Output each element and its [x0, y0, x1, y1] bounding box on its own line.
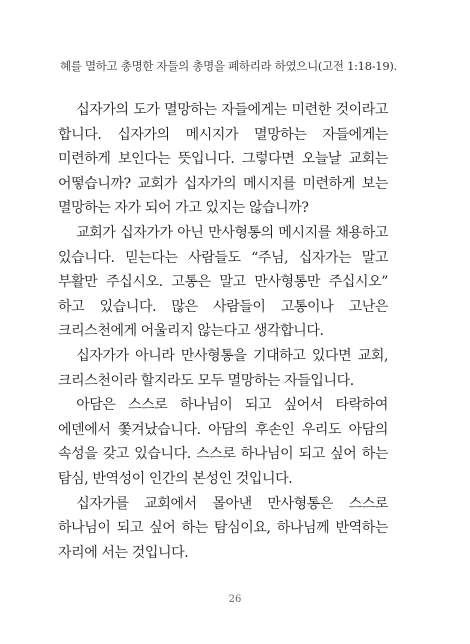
paragraph: 십자가의 도가 멸망하는 자들에게는 미련한 것이라고 합니다. 십자가의 메시지가 멸망하는 자들에게는 미련하게 보인다는 뜻입니다. 그렇다면 오늘날 교회는 어떻습니까? 교회가 십자가의 메시지를 미련하게 보는 멸망하는 자가 되어 가고 있지는 않습니까?	[58, 102, 388, 217]
paragraph: 아담은 스스로 하나님이 되고 싶어서 타락하여 에덴에서 쫓겨났습니다. 아담의 후손인 우리도 아담의 속성을 갖고 있습니다. 스스로 하나님이 되고 싶어 하는 탐심, 반역성이 인간의 본성인 것입니다.	[58, 397, 388, 487]
paragraph: 십자가가 아니라 만사형통을 기대하고 있다면 교회, 크리스천이라 할지라도 모두 멸망하는 자들입니다.	[58, 347, 388, 389]
paragraph: 교회가 십자가가 아닌 만사형통의 메시지를 채용하고 있습니다. 믿는다는 사람들도 “주님, 십자가는 말고 부활만 주십시오. 고통은 말고 만사형통만 주십시오” 하고 있습니다. 많은 사람들이 고통이나 고난은 크리스천에게 어울리지 않는다고 생각합니다.	[58, 224, 388, 340]
page-number: 26	[228, 594, 242, 605]
body-text	[58, 98, 388, 565]
paragraph: 십자가를 교회에서 몰아낸 만사형통은 스스로 하나님이 되고 싶어 하는 탐심이요, 하나님께 반역하는 자리에 서는 것입니다.	[58, 495, 388, 561]
scripture-quote: 혜를 멸하고 총명한 자들의 총명을 폐하리라 하였으니(고전 1:18-19).	[60, 59, 397, 73]
